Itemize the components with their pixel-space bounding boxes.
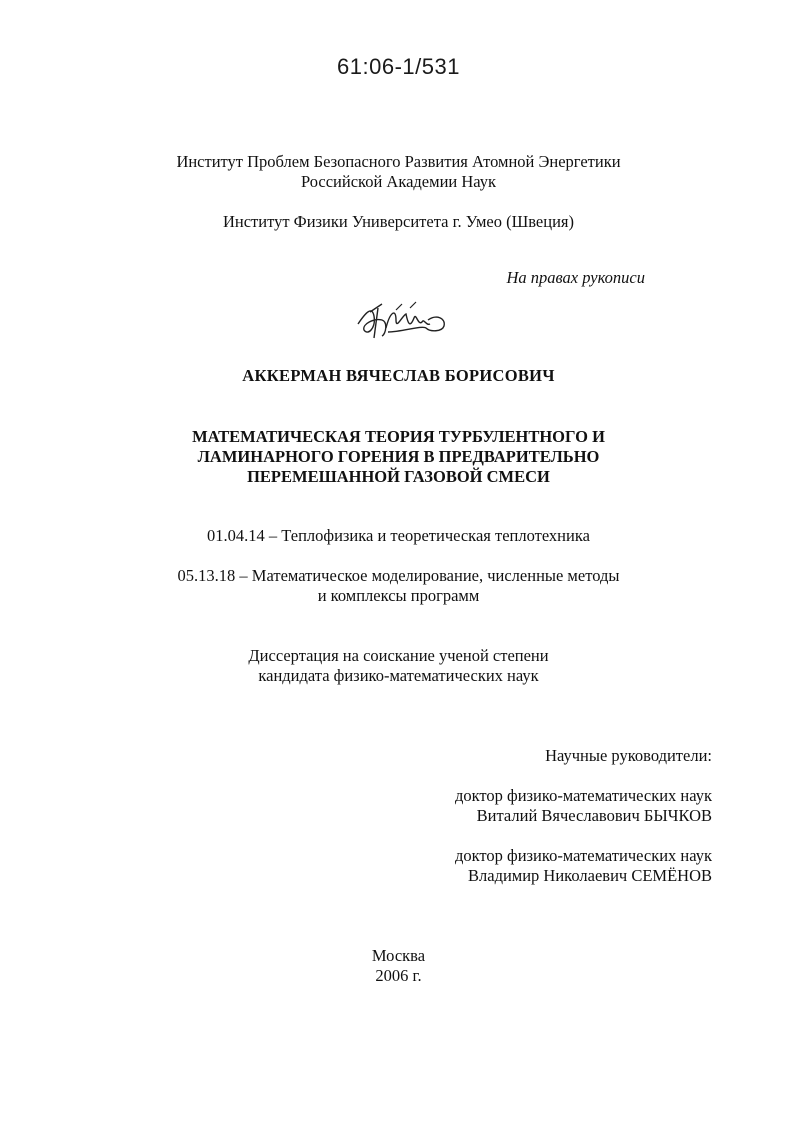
specialty-second xyxy=(0,566,797,606)
advisor-first xyxy=(0,786,712,826)
specialty-second-line1: 05.13.18 – Математическое моделирование, численные методы xyxy=(177,566,620,585)
title-line2: ЛАМИНАРНОГО ГОРЕНИЯ В ПРЕДВАРИТЕЛЬНО xyxy=(197,447,600,466)
author-name: АККЕРМАН ВЯЧЕСЛАВ БОРИСОВИЧ xyxy=(242,366,555,385)
advisor-second-degree: доктор физико-математических наук xyxy=(454,846,712,865)
primary-institution-line1: Институт Проблем Безопасного Развития Атомной Энергетики xyxy=(176,152,621,171)
secondary-institution: Институт Физики Университета г. Умео (Швеция) xyxy=(222,212,574,231)
dissertation-line2: кандидата физико-математических наук xyxy=(258,666,539,685)
advisor-second-name: Владимир Николаевич СЕМЁНОВ xyxy=(468,866,712,885)
advisor-second xyxy=(0,846,712,886)
signature-image xyxy=(352,298,452,342)
dissertation-line1: Диссертация на соискание ученой степени xyxy=(248,646,549,665)
specialty-first: 01.04.14 – Теплофизика и теоретическая теплотехника xyxy=(207,526,590,545)
dissertation-title xyxy=(0,427,797,487)
place-and-year xyxy=(0,946,797,986)
catalog-number: 61:06-1/531 xyxy=(337,54,460,79)
title-line1: МАТЕМАТИЧЕСКАЯ ТЕОРИЯ ТУРБУЛЕНТНОГО И xyxy=(192,427,605,446)
year: 2006 г. xyxy=(375,966,422,985)
advisor-first-name: Виталий Вячеславович БЫЧКОВ xyxy=(476,806,712,825)
place: Москва xyxy=(371,946,426,965)
advisor-first-degree: доктор физико-математических наук xyxy=(454,786,712,805)
advisors-label: Научные руководители: xyxy=(545,746,712,765)
primary-institution xyxy=(0,152,797,192)
title-line3: ПЕРЕМЕШАННОЙ ГАЗОВОЙ СМЕСИ xyxy=(247,467,550,486)
rights-note: На правах рукописи xyxy=(506,268,645,287)
primary-institution-line2: Российской Академии Наук xyxy=(300,172,497,191)
specialty-second-line2: и комплексы программ xyxy=(317,586,480,605)
dissertation-degree xyxy=(0,646,797,686)
